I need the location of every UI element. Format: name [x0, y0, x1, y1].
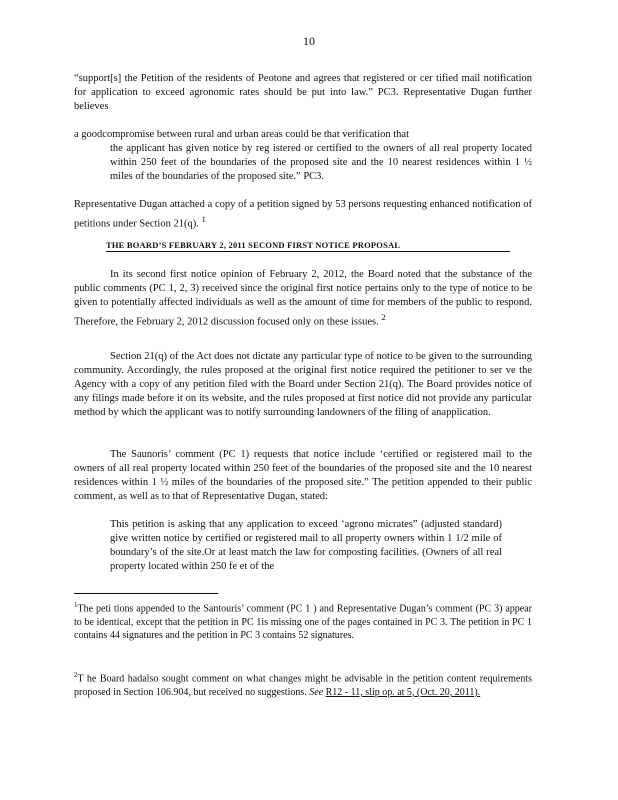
paragraph-saunoris-comment: The Saunoris’ comment (PC 1) requests that notice include ‘certified or registered mail to the owners of all real property located within 250 feet of the boundaries of the proposed site and the 10 nearest residences within 1 ½ miles of the boundaries of the proposed site.” The petition appended to their public comment, as well as to that of Representative Dugan, stated:	[74, 449, 532, 502]
footnote-2-mark: 2	[74, 671, 78, 679]
quoted-compromise-rest: the applicant has given notice by reg istered or certified to the owners of all real property located within 250 feet of the boundaries of the proposed site and the 10 nearest residences within 1 ½ miles of the boundaries of the proposed site.” PC3.	[110, 143, 532, 182]
paragraph-section-21q: Section 21(q) of the Act does not dictate any particular type of notice to be given to the surrounding community. Accordingly, the rules proposed at the original first notice required the petitioner to ser ve the Agency with a copy of any petition filed with the Board under Section 21(q). The Board provides notice of any filings made before it on its website, and the rules proposed at first notice did not provide any particular method by which the applicant was to notify surrounding landowners of the filing of anapplication.	[74, 351, 532, 418]
footnote-ref-2: 2	[381, 312, 386, 322]
paragraph-second-first-notice: In its second first notice opinion of February 2, 2012, the Board noted that the substance of the public comments (PC 1, 2, 3) received since the original first notice pertains only to the type of notice to be given to potentially affected individuals as well as the amount of time for members of the public to respond. Therefore, the February 2, 2012 discussion focused only on these issues. $^2$	[74, 269, 532, 328]
footnote-1-mark: 1	[74, 601, 78, 609]
section-heading: THE BOARD’S FEBRUARY 2, 2011 SECOND FIRST NOTICE PROPOSAL	[106, 240, 510, 252]
footnote-2-citation: R12 - 11, slip op. at 5, (Oct. 20, 2011).	[325, 686, 481, 698]
paragraph-dugan-attached: Representative Dugan attached a copy of a petition signed by 53 persons requesting enhanced notification of petitions under Section 21(q). $^1$	[74, 199, 532, 230]
footnote-1: $^1$The peti tions appended to the Santouris’ comment (PC 1 ) and Representative Dugan’s comment (PC 3) appear to be identical, except that the petition in PC 1is missing one of the pages contained in PC 3. The petition in PC 1 contains 44 signatures and the petition in PC 3 contains 52 signatures.	[74, 601, 532, 642]
page-number: 10	[303, 34, 315, 48]
footnote-2: $^2$T he Board hadalso sought comment on what changes might be advisable in the petition content requirements proposed in Section 106.904, but received no suggestions. See R12 - 11, slip op. at 5, (Oct. 20, 2011).	[74, 671, 532, 698]
petition-quote: This petition is asking that any application to exceed ‘agrono micrates” (adjusted standard) give written notice by certified or registered mail to all property owners within 1 1/2 mile of boundary’s of the site.Or at least match the law for composting facilities. (Owners of all real property located within 250 fe et of the	[110, 519, 502, 572]
quoted-compromise	[74, 128, 532, 184]
footnote-ref-1: 1	[201, 214, 206, 224]
paragraph-support-petition: “support[s] the Petition of the residents of Peotone and agrees that registered or cer tified mail notification for application to exceed agronomic rates should be put into law.” PC3. Representative Dugan further believes	[74, 73, 532, 112]
quoted-compromise-first-line: a goodcompromise between rural and urban areas could be that verification that	[74, 129, 409, 140]
footnote-2-see: See	[309, 686, 324, 698]
footnote-divider	[74, 593, 218, 594]
